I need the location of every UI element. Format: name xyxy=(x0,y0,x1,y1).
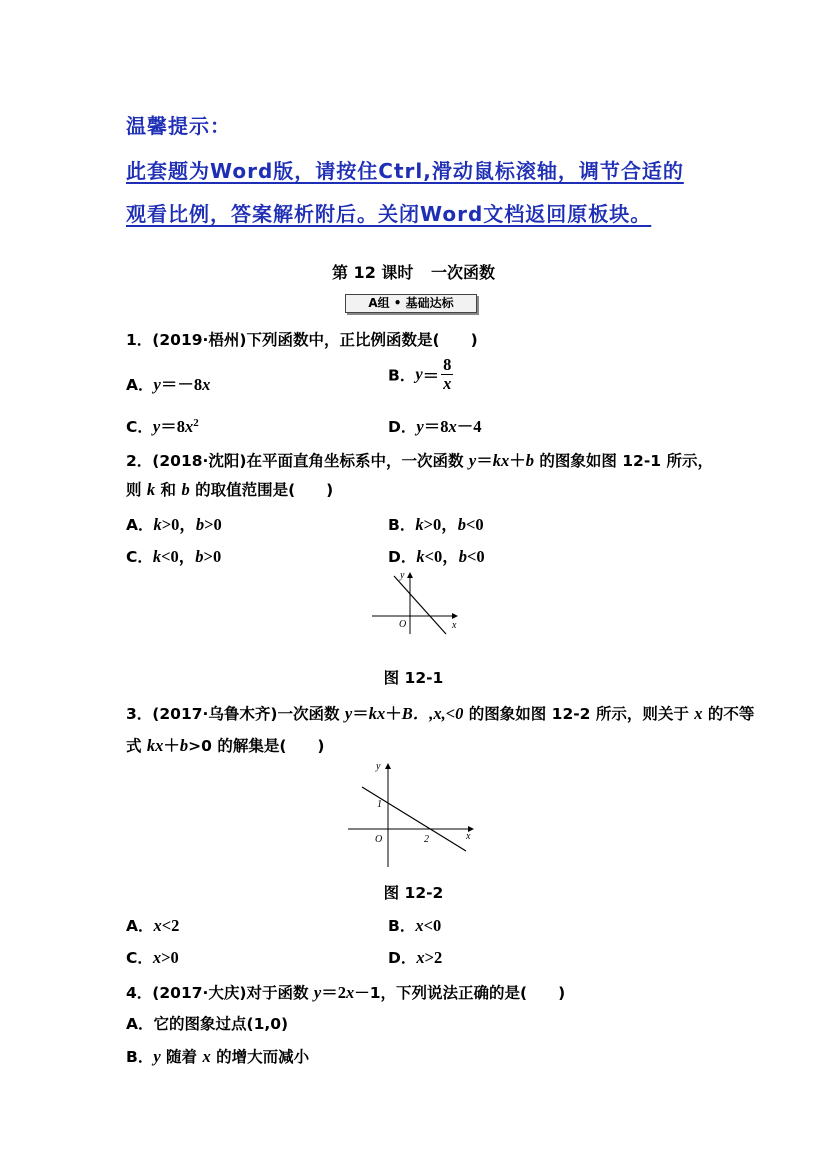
group-badge: A组 • 基础达标 xyxy=(345,294,477,313)
axis-label-x: x xyxy=(466,831,471,842)
q3-stem-line1: 3．(2017·乌鲁木齐)一次函数 y＝kx＋B．,x,<0 的图象如图 12-2 所示，则关于 x 的不等 xyxy=(126,704,755,723)
figure-12-2-caption: 图 12-2 xyxy=(383,884,444,902)
fraction-8-over-x: $\frac{8}{x}$ xyxy=(443,355,452,393)
y-axis-arrow xyxy=(385,763,391,769)
q1-option-a: A．y＝－8x xyxy=(126,375,211,394)
q3-option-a: A．x<2 xyxy=(126,916,180,935)
notice-title: 温馨提示： xyxy=(126,114,231,138)
q2-stem-line2: 则 k 和 b 的取值范围是( ) xyxy=(126,480,334,499)
lesson-title xyxy=(0,260,827,283)
q2-option-d: D．k<0，b<0 xyxy=(388,547,485,566)
q4-stem: 4．(2017·大庆)对于函数 y＝2x－1，下列说法正确的是( ) xyxy=(126,983,566,1002)
figure-12-2 xyxy=(344,755,482,870)
q1-option-b: B．y＝ $\frac{8}{x}$ xyxy=(388,355,452,393)
q2-option-a: A．k>0，b>0 xyxy=(126,515,222,534)
origin-label: O xyxy=(375,834,383,845)
figure-12-1-caption: 图 12-1 xyxy=(383,669,444,687)
x-intercept-label: 2 xyxy=(424,834,429,845)
q2-option-c: C．k<0，b>0 xyxy=(126,547,222,566)
q3-stem-line2: 式 kx＋b>0 的解集是( ) xyxy=(126,736,325,755)
origin-label: O xyxy=(399,619,407,630)
q2-stem-line1: 2．(2018·沈阳)在平面直角坐标系中，一次函数 y＝kx＋b 的图象如图 12-1 所示， xyxy=(126,451,713,470)
q3-option-b: B．x<0 xyxy=(388,916,442,935)
y-axis-arrow xyxy=(407,572,413,578)
q3-option-d: D．x>2 xyxy=(388,948,443,967)
axis-label-x: x xyxy=(452,620,457,631)
figure-12-1 xyxy=(366,568,466,636)
lesson-number: 第 12 课时 xyxy=(331,263,414,282)
q3-option-c: C．x>0 xyxy=(126,948,179,967)
q4-option-b: B．y 随着 x 的增大而减小 xyxy=(126,1047,310,1066)
q1-option-d: D．y＝8x－4 xyxy=(388,417,482,436)
q1-stem: 1．(2019·梧州)下列函数中，正比例函数是( ) xyxy=(126,331,478,349)
axis-label-y: y xyxy=(376,761,381,772)
q2-option-b: B．k>0，b<0 xyxy=(388,515,484,534)
lesson-topic: 一次函数 xyxy=(430,263,495,282)
q1-option-c: C．$y=8x^2$ xyxy=(126,416,199,436)
y-intercept-label: 1 xyxy=(377,799,382,810)
notice-line-2[interactable]: 观看比例，答案解析附后。关闭Word文档返回原板块。 xyxy=(126,202,652,226)
x-axis-arrow xyxy=(452,613,458,619)
axis-label-y: y xyxy=(400,570,405,581)
q4-option-a: A．它的图象过点(1,0) xyxy=(126,1015,289,1033)
notice-line-1[interactable]: 此套题为Word版，请按住Ctrl,滑动鼠标滚轴，调节合适的 xyxy=(126,159,684,183)
